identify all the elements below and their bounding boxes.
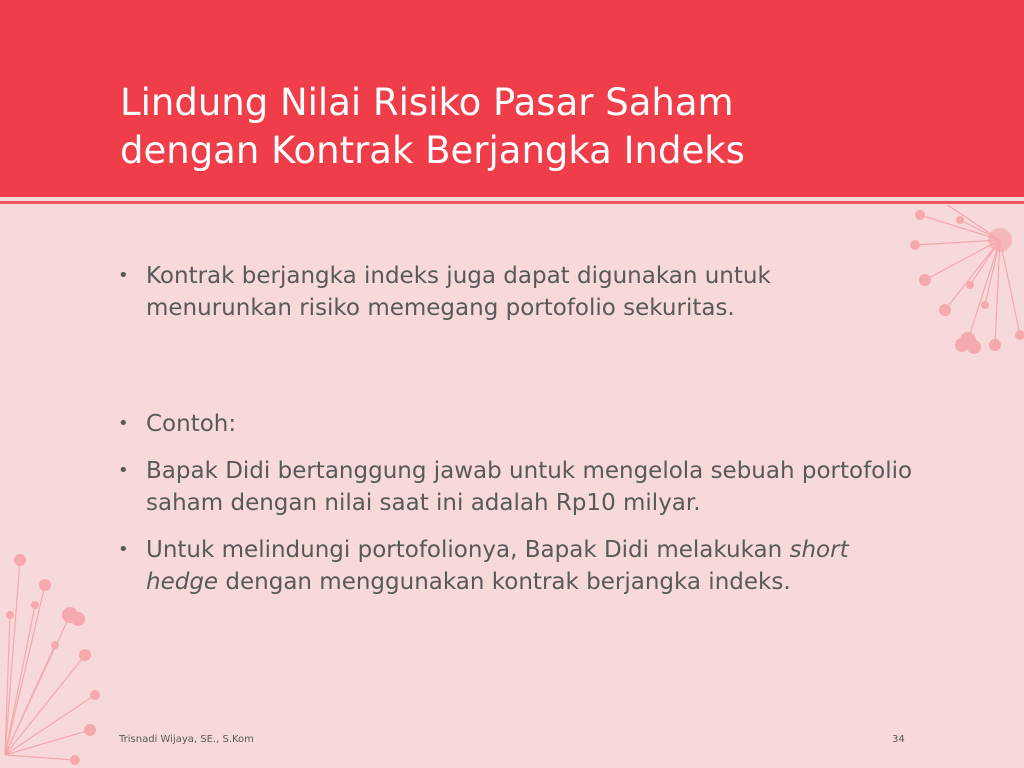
bullet-text: dengan menggunakan kontrak berjangka indeks. [218,569,791,595]
bullet-item: • Contoh: [116,408,916,440]
bullet-text: Untuk melindungi portofolionya, Bapak Didi melakukan [146,537,790,563]
flower-decoration-bottom-left [0,545,110,768]
bullet-item: • Bapak Didi bertanggung jawab untuk mengelola sebuah portofolio saham dengan nilai saat ini adalah Rp10 milyar. [116,455,916,519]
italic-term: short hedge [146,537,849,595]
slide-title: Lindung Nilai Risiko Pasar Saham dengan Kontrak Berjangka Indeks [120,81,745,172]
bullet-item [116,534,916,598]
bullet-item: • Kontrak berjangka indeks juga dapat digunakan untuk menurunkan risiko memegang portofolio sekuritas. [116,260,916,324]
banner-divider [0,201,1024,204]
page-number: 34 [892,734,905,745]
flower-decoration-top-right [900,205,1024,370]
bullet-list [116,260,916,598]
footer-author: Trisnadi Wijaya, SE., S.Kom [119,734,254,745]
